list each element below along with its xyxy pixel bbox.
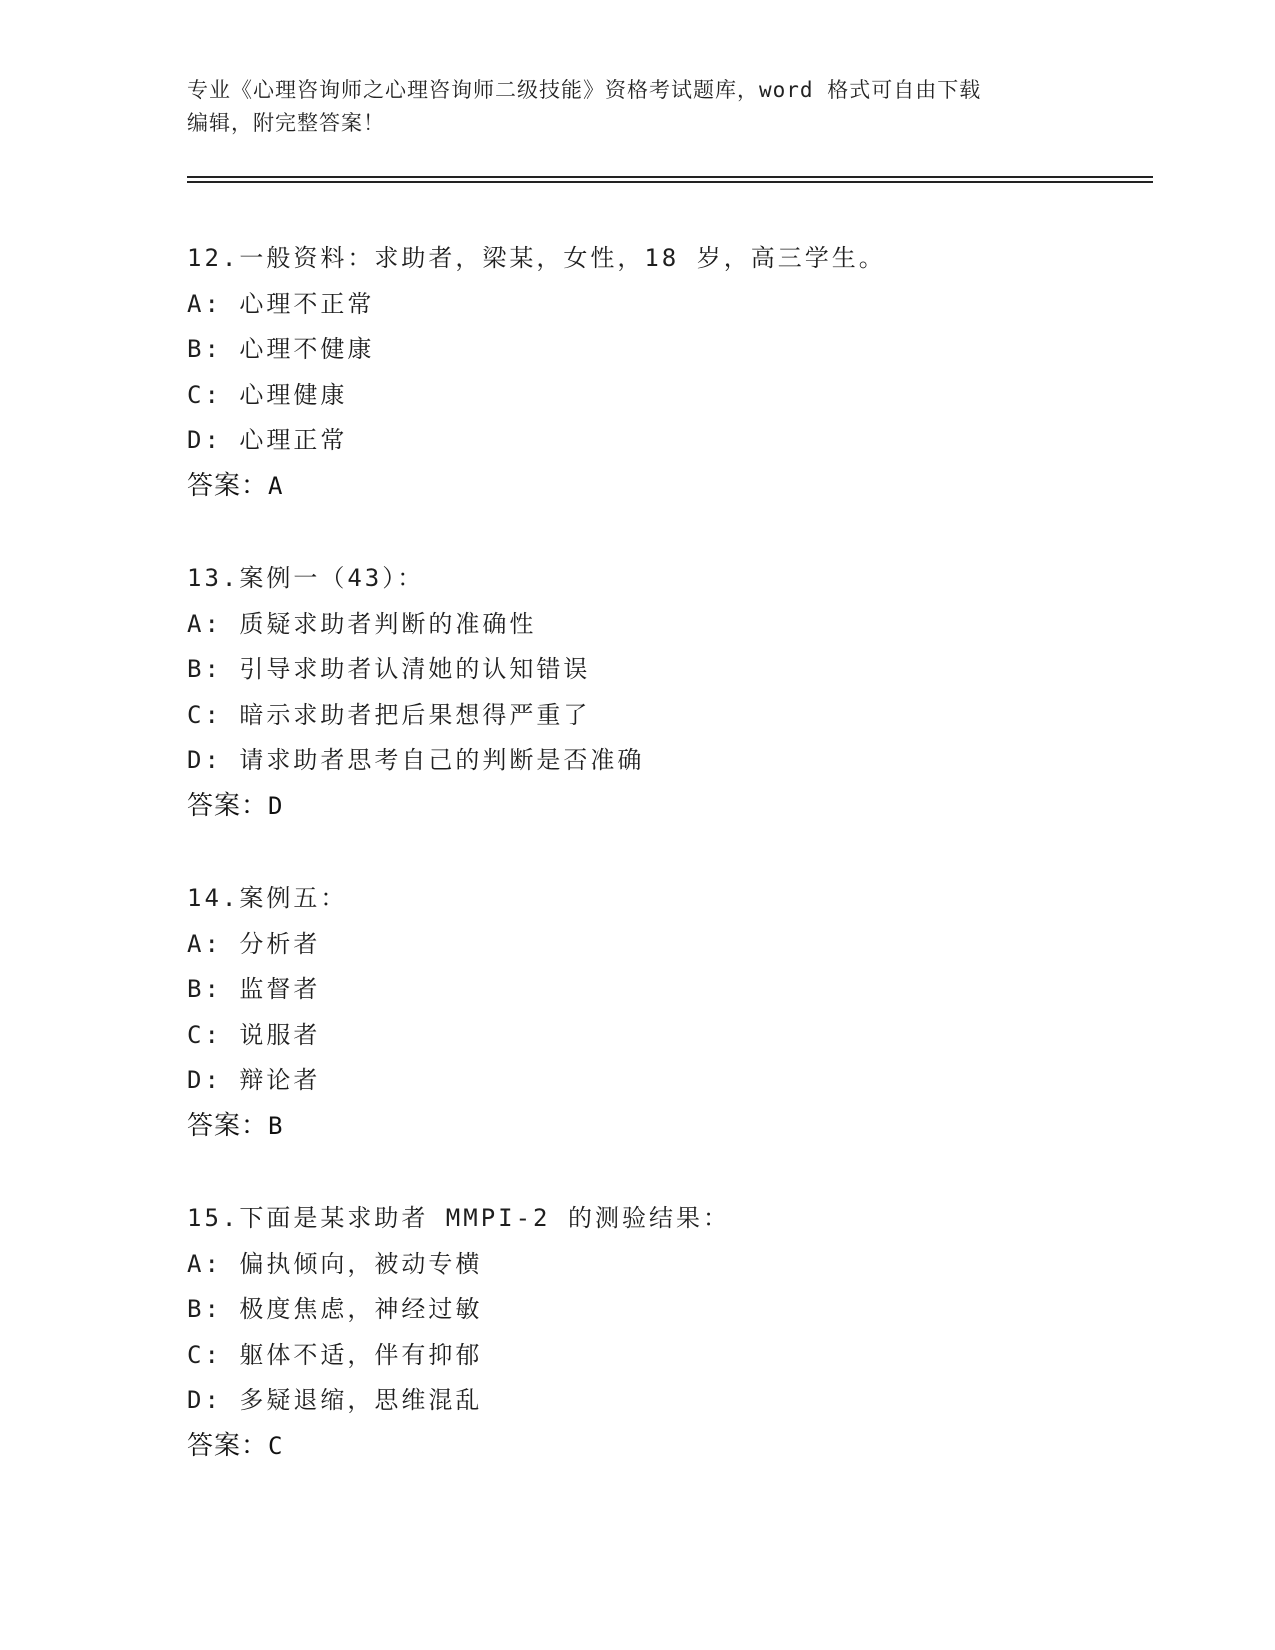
option-a: A: 心理不正常: [187, 289, 375, 318]
option-d: D: 辩论者: [187, 1066, 321, 1094]
answer-value: A: [268, 471, 284, 500]
option-c: C: 心理健康: [187, 380, 348, 409]
question-stem: 12.一般资料：求助者，梁某，女性，18 岁，高三学生。: [187, 244, 886, 272]
answer-line: [187, 784, 1147, 830]
header-divider-top: [187, 176, 1153, 178]
question-list: [187, 236, 1147, 1516]
header-line-2: 编辑，附完整答案！: [187, 111, 385, 135]
question-15: [187, 1196, 1147, 1516]
document-header: [187, 74, 1067, 140]
answer-label: 答案：: [187, 790, 269, 821]
answer-label: 答案：: [187, 1430, 269, 1461]
option-a: A: 分析者: [187, 929, 321, 958]
answer-label: 答案：: [187, 470, 269, 501]
answer-value: B: [268, 1111, 284, 1140]
answer-line: [187, 1104, 1147, 1150]
header-divider-bottom: [187, 181, 1153, 183]
answer-value: C: [268, 1431, 284, 1460]
option-d: D: 请求助者思考自己的判断是否准确: [187, 746, 645, 774]
option-a: A: 质疑求助者判断的准确性: [187, 609, 537, 638]
answer-line: [187, 1424, 1147, 1470]
question-stem: 14.案例五：: [187, 884, 348, 912]
question-stem: 13.案例一（43）：: [187, 564, 425, 592]
option-c: C: 暗示求助者把后果想得严重了: [187, 700, 591, 729]
answer-line: [187, 464, 1147, 510]
option-b: B: 监督者: [187, 975, 321, 1003]
option-c: C: 躯体不适，伴有抑郁: [187, 1340, 483, 1369]
answer-value: D: [268, 791, 284, 820]
question-13: [187, 556, 1147, 876]
header-line-1: 专业《心理咨询师之心理咨询师二级技能》资格考试题库，word 格式可自由下载: [187, 78, 982, 102]
option-b: B: 心理不健康: [187, 335, 375, 363]
option-d: D: 多疑退缩，思维混乱: [187, 1386, 483, 1414]
option-b: B: 引导求助者认清她的认知错误: [187, 655, 591, 683]
answer-label: 答案：: [187, 1110, 269, 1141]
question-12: [187, 236, 1147, 556]
question-stem: 15.下面是某求助者 MMPI-2 的测验结果：: [187, 1204, 730, 1232]
option-b: B: 极度焦虑，神经过敏: [187, 1295, 483, 1323]
option-a: A: 偏执倾向，被动专横: [187, 1249, 483, 1278]
option-d: D: 心理正常: [187, 426, 348, 454]
question-14: [187, 876, 1147, 1196]
option-c: C: 说服者: [187, 1020, 321, 1049]
